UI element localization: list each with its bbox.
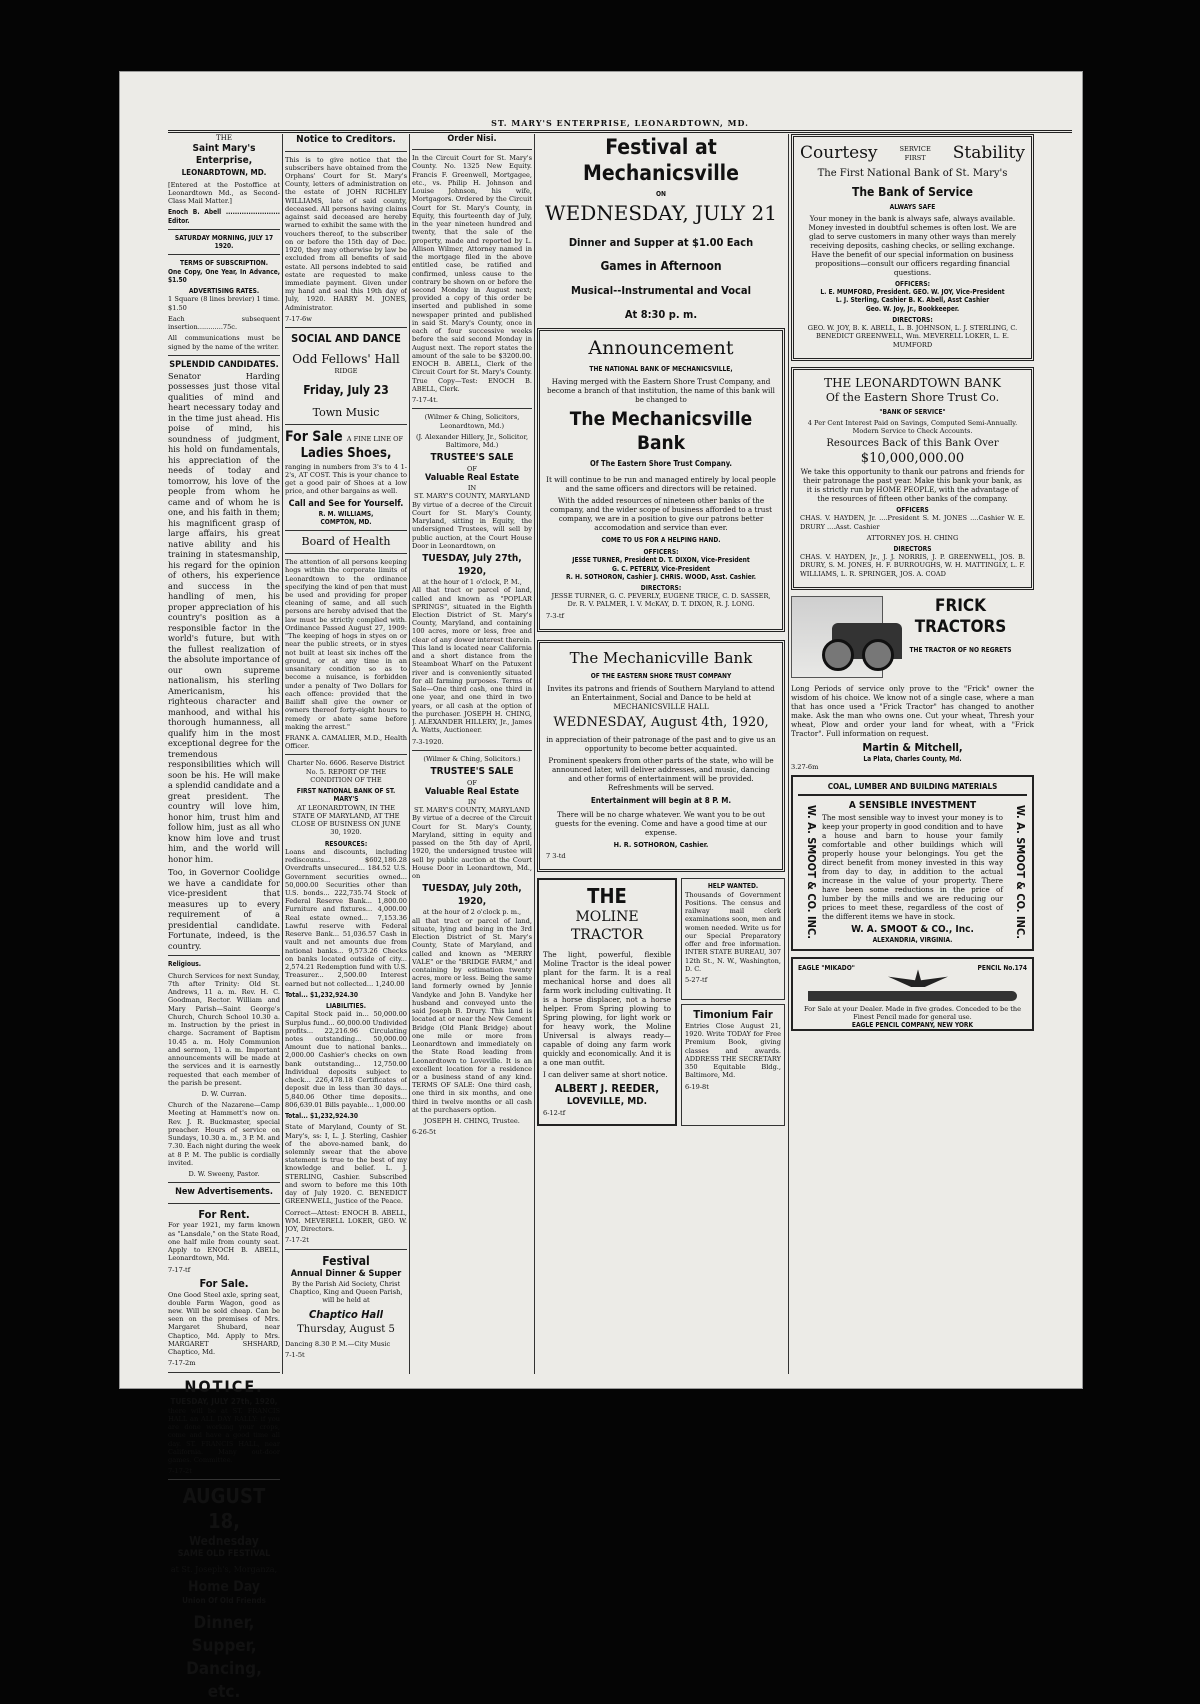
adv-rate-2: Each subsequent insertion............75c. xyxy=(168,314,280,332)
frick-text: Long Periods of service only prove to the "Frick" owner the wisdom of his choice. We know not of a single case, where a man that has once used a "Frick Tractor" has changed to another make. Ask the man who owns one. Cut your wheat, Thresh your wheat, Plow and order your land for wheat, with a "Frick Tractor". Full information on request. xyxy=(791,683,1034,738)
fnb-directors-list: GEO. W. JOY, B. K. ABELL, L. B. JOHNSON, L. J. STERLING, C. BENEDICT GREENWELL, Wm. MEVERELL LOKER, L. E. MUMFORD xyxy=(807,324,1018,349)
sensible-heading: A SENSIBLE INVESTMENT xyxy=(848,800,977,812)
trustee-sale-heading-1: TRUSTEE'S SALE xyxy=(430,452,514,464)
order-nisi-tag: 7-17-4t. xyxy=(412,396,438,405)
on-label: ON xyxy=(655,189,666,198)
frick-heading: FRICK TRACTORS xyxy=(914,595,1007,638)
column-4 xyxy=(537,134,785,1126)
new-ads-heading: New Advertisements. xyxy=(175,1187,273,1198)
loveville-label: LOVEVILLE, MD. xyxy=(566,1096,648,1108)
fnb-officers-1: L. E. MUMFORD, President. GEO. W. JOY, Vice-President xyxy=(820,288,1005,297)
leonardtown-directors: CHAS. V. HAYDEN, Jr., J. J. NORRIS, J. P. GREENWELL, JOS. B. DRURY, S. M. JONES, H. F. BURROUGHS, W. H. MATTINGLY, L. F. WILLIAMS, L. R. SPRINGER, JOS. A. COAD xyxy=(800,553,1025,578)
the-label: THE xyxy=(216,134,232,142)
sweeny-sign: D. W. Sweeny, Pastor. xyxy=(188,1170,260,1179)
trustee-sale-body-2: all that tract or parcel of land, situate, lying and being in the 3rd Election District of St. Mary's County, State of Maryland, and called and known as "MERRY VALE" or the "BRIDGE FARM," and containing by estimation twenty acres, more or less. Being the same land formerly owned by Jennie Vandyke and John B. Vandyke her husband and conveyed unto the said Joseph B. Drury. This land is located at or near the New Cement Bridge (Old Plank Bridge) about one mile or more from Leonardtown and immediately on the State Road leading from Leonardtown to Loveville. It is an excellent location for a residence or a business stand of any kind. TERMS OF SALE: One third cash, one third in six months, and one third in twelve months or all cash at the purchasers option. xyxy=(412,916,532,1114)
eagle-label: EAGLE "MIKADO" xyxy=(798,964,855,973)
martin-mitchell-label: Martin & Mitchell, xyxy=(862,740,963,754)
entered-notice: [Entered at the Postoffice at Leonardtown Md., as Second-Class Mail Matter.] xyxy=(168,180,280,206)
newspaper-page xyxy=(120,72,1082,1703)
tractor-illustration xyxy=(791,596,883,678)
festival-text: By the Parish Aid Society, Christ Chaptico, King and Queen Parish, will be held at xyxy=(289,1279,403,1305)
service-first-label: SERVICE FIRST xyxy=(899,145,931,162)
terms-text: One Copy, One Year, In Advance, $1.50 xyxy=(168,267,280,284)
of-label-2: OF xyxy=(467,778,477,787)
creditors-tag: 7-17-6w xyxy=(285,314,312,323)
announcement-text-3: With the added resources of nineteen other banks of the company, and the wider scope of business afforded to a trust company, we are in a position to give our patrons better accomodation and service than ever. xyxy=(550,495,772,532)
timonium-tag: 6-19-8t xyxy=(685,1082,709,1091)
leonardtown-modern: Modern Service to Check Accounts. xyxy=(852,427,973,436)
thursday-label: Thursday, August 5 xyxy=(297,1324,395,1336)
ching-sign: JOSEPH H. CHING, Trustee. xyxy=(424,1117,520,1126)
festival-dinner: Dinner and Supper at $1.00 Each xyxy=(568,235,754,249)
trustee-hour-2: at the hour of 2 o'clock p. m., xyxy=(422,908,522,917)
pencil-icon xyxy=(808,991,1017,1001)
wednesday-label: Wednesday xyxy=(189,1534,259,1549)
leonardtown-resources: Resources Back of this Bank Over xyxy=(826,438,999,450)
for-sale-shoes-heading: For Sale xyxy=(285,428,343,445)
trustee-date-2: TUESDAY, July 20th, 1920, xyxy=(422,883,522,907)
notice-heading: NOTICE. xyxy=(184,1376,264,1396)
pencil-company: EAGLE PENCIL COMPANY, NEW YORK xyxy=(851,1021,974,1030)
leonardtown-officers: CHAS. V. HAYDEN, Jr. ....President S. M. JONES ....Cashier W. E. DRURY ....Asst. Cashier xyxy=(800,514,1025,531)
announcement-box xyxy=(537,328,785,632)
trustee-tag-2: 6-26-5t xyxy=(412,1128,436,1137)
leonardtown-bank-heading: THE LEONARDTOWN BANK xyxy=(824,375,1001,390)
fnb-officers-3: Geo. W. Joy, Jr., Bookkeeper. xyxy=(865,304,960,313)
order-nisi-text: In the Circuit Court for St. Mary's County. No. 1325 New Equity. Francis F. Greenwell, Mortgagee, etc., vs. Philip H. Johnson and Louise Johnson, his wife, Mortgagors. Ordered by the Circuit Court for St. Mary's County, in Equity, this fourteenth day of July, in the year nineteen hundred and twenty, that the sale of the property, made and reported by L. Allison Wilmer, Attorney named in the mortgage filed in the above entitled case, be ratified and confirmed, unless cause to the contrary be shown on or before the second Monday in August next; provided a copy of this order be inserted and published in some newspaper printed and published in said St. Mary's County, once in each of four successive weeks before the said second Monday in August next. The report states the amount of the sale to be $3200.00. ENOCH B. ABELL, Clerk of the Circuit Court for St. Mary's County. True Copy—Test: ENOCH B. ABELL, Clerk. xyxy=(412,154,532,393)
mbank-begin: Entertainment will begin at 8 P. M. xyxy=(590,796,732,806)
mechanicsville-festival-heading: Festival at Mechanicsville xyxy=(583,135,739,186)
announcement-come: COME TO US FOR A HELPING HAND. xyxy=(601,535,721,544)
help-wanted-text: Thousands of Government Positions. The census and railway mail clerk examinations soon, men and women needed. Write us for our Special Preparatory offer and free information. INTER STATE BUREAU, 307 12th St., N. W., Washington, D. C. xyxy=(685,890,781,973)
leonardtown-directors-heading: DIRECTORS xyxy=(893,545,932,553)
festival-time: At 8:30 p. m. xyxy=(624,308,698,322)
mbank-tag: 7 3-td xyxy=(546,852,566,861)
festival-label: SAME OLD FESTIVAL xyxy=(177,1549,271,1560)
correct-attest: Correct—Attest: ENOCH B. ABELL, WM. MEVERELL LOKER, GEO. W. JOY, Directors. xyxy=(285,1208,407,1234)
friday-label: Friday, July 23 xyxy=(303,383,389,398)
mbank-text: Invites its patrons and friends of Southern Maryland to attend an Entertainment, Social and Dance to be held at MECHANICSVILLE HALL xyxy=(547,683,775,711)
liabilities-list: Capital Stock paid in... 50,000.00 Surplus fund... 60,000.00 Undivided profits... 22,216.96 Circulating notes outstanding... 50,000.00 Amount due to national banks... 2,000.00 Cashier's checks on own bank outstanding... 12,750.00 Individual deposits subject to check... 226,478.18 Certificates of deposit due in less than 30 days... 5,840.06 Other time deposits... 806,639.01 Bills payable... 1,000.00 xyxy=(285,1010,407,1109)
fine-line-label: A FINE LINE OF xyxy=(346,434,404,443)
festival-heading: Festival xyxy=(322,1253,370,1268)
trustee-date-1: TUESDAY, July 27th, 1920, xyxy=(422,553,522,577)
moline-demo: I can deliver same at short notice. xyxy=(543,1070,668,1080)
trustee-sale-heading-2: TRUSTEE'S SALE xyxy=(430,766,514,777)
paper-name: Saint Mary's Enterprise, xyxy=(192,142,256,167)
hillery-label: (J. Alexander Hillery, Jr., Solicitor, Baltimore, Md.) xyxy=(415,432,529,449)
laplata-label: La Plata, Charles County, Md. xyxy=(863,754,962,763)
trustee-sale-text-2: By virtue of a decree of the Circuit Court for St. Mary's County, Maryland, sitting in equity and passed on the 5th day of April, 1920, the undersigned trustee will sell by public auction at the Court House Door in Leonardtown, Md., on xyxy=(412,814,532,881)
nazarene-text: Church of the Nazarene—Camp Meeting at Hammett's now on. Rev. J. R. Buckmaster, special preacher. Hours of service on Sundays, 10.30 a. m., 3 P. M. and 7.30. Each night during the week at 8 P. M. The public is cordially invited. xyxy=(168,1101,280,1167)
bank-of-service-label: The Bank of Service xyxy=(851,184,973,199)
for-rent-text: For year 1921, my farm known as "Lansdale," on the State Road, one half mile from county seat. Apply to ENOCH B. ABELL, Leonardtown, Md. xyxy=(168,1221,280,1263)
for-sale-heading: For Sale. xyxy=(199,1276,249,1290)
leonardtown-officers-heading: OFFICERS xyxy=(896,506,929,515)
valuable-estate-1: Valuable Real Estate xyxy=(425,472,519,483)
rmw-label: R. M. WILLIAMS, xyxy=(318,509,374,518)
editor-line: Enoch B. Abell ........................ Editor. xyxy=(168,208,280,225)
fnb-officers-heading: OFFICERS: xyxy=(895,279,930,288)
fnb-officers-2: L. J. Sterling, Cashier B. K. Abell, Asst Cashier xyxy=(835,296,990,305)
leonardtown-amount: $10,000,000.00 xyxy=(860,450,965,466)
creditors-heading: Notice to Creditors. xyxy=(296,134,396,145)
fnb-heading: The First National Bank of St. Mary's xyxy=(817,168,1008,180)
coal-lumber-heading: COAL, LUMBER AND BUILDING MATERIALS xyxy=(798,782,1027,796)
moline-box xyxy=(537,878,677,1125)
help-wanted-heading: HELP WANTED. xyxy=(707,882,759,891)
stability-label: Stability xyxy=(952,143,1025,163)
frick-subheading: THE TRACTOR OF NO REGRETS xyxy=(909,646,1012,655)
directors-heading: DIRECTORS: xyxy=(640,584,682,593)
moline-heading: MOLINE TRACTOR xyxy=(570,909,644,943)
for-sale-tag: 7-17-2m xyxy=(168,1359,196,1368)
creditors-text: This is to give notice that the subscribers have obtained from the Orphans' Court for St. Mary's County, letters of administration on the estate of JOHN RICHLEY WILLIAMS, late of said county, deceased. All persons having claims against said deceased are hereby warned to exhibit the same with the vouchers thereof, to the subscriber on or before the 15th day of Dec. 1920, they may otherwise by law be excluded from all benefits of said estate. All persons indebted to said estate are requested to make immediate payment. Given under my hand and seal this 19th day of July, 1920. HARRY M. JONES, Administrator. xyxy=(285,155,407,312)
resources-total: Total... $1,232,924.30 xyxy=(285,990,358,999)
trustee-tag-1: 7-3-1920. xyxy=(412,737,444,746)
annual-dinner-label: Annual Dinner & Supper xyxy=(290,1268,402,1279)
timonium-box xyxy=(681,1004,785,1126)
smoot-company: W. A. SMOOT & CO., Inc. xyxy=(851,923,974,935)
in-label-2: IN xyxy=(467,797,477,806)
splendid-heading: SPLENDID CANDIDATES. xyxy=(169,359,279,370)
smoot-side-label-right: W. A. SMOOT & CO. INC. xyxy=(1014,805,1027,940)
leonardtown-interest: 4 Per Cent Interest Paid on Savings, Computed Semi-Annually. xyxy=(807,418,1018,427)
resources-list: Loans and discounts, including rediscounts... $602,186.28 Overdrafts unsecured... 184.52 U.S. Government securities owned... 50,000.00 Securities other than U.S. bonds... 222,735.74 Stock of Federal Reserve Bank... 1,800.00 Furniture and fixtures... 4,000.00 Real estate owned... 7,153.36 Lawful reserve with Federal Reserve Bank... 51,036.57 Cash in vault and net amounts due from national banks... 9,573.26 Checks on banks located outside of city... 2,574.21 Redemption fund with U.S. Treasurer... 2,500.00 Interest earned but not collected... 1,240.00 xyxy=(285,847,407,988)
liabilities-total: Total... $1,232,924.30 xyxy=(285,1112,358,1121)
attest-text: State of Maryland, County of St. Mary's, ss: I, L. J. Sterling, Cashier of the above-named bank, do solemnly swear that the above statement is true to the best of my knowledge and belief. L. J. STERLING, Cashier. Subscribed and sworn to before me this 10th day of July 1920. C. BENEDICT GREENWELL, Justice of the Peace. xyxy=(285,1123,407,1206)
mbank-text-4: There will be no charge whatever. We want you to be out guests for the evening. Come and have a good time at our expense. xyxy=(555,810,767,838)
for-rent-heading: For Rent. xyxy=(198,1207,250,1221)
courtesy-label: Courtesy xyxy=(800,143,878,163)
festival-date: WEDNESDAY, JULY 21 xyxy=(545,200,777,225)
county-label-2: ST. MARY'S COUNTY, MARYLAND xyxy=(414,806,530,815)
masthead: ST. MARY'S ENTERPRISE, LEONARDTOWN, MD. xyxy=(168,118,1072,133)
shoes-text: ranging in numbers from 3's to 4 1-2's, AT COST. This is your chance to get a good pair of Shoes at a low price, and other bargains as well. xyxy=(285,462,407,496)
leonardtown-bank-service: "BANK OF SERVICE" xyxy=(879,407,946,416)
notice-date: TUESDAY, JULY 27th, 1920, xyxy=(170,1396,278,1406)
trustee-hour-1: at the hour of 1 o'clock, P. M., xyxy=(422,578,522,587)
fnb-directors-heading: DIRECTORS: xyxy=(892,315,933,324)
alexandria-label: ALEXANDRIA, VIRGINIA. xyxy=(872,936,953,945)
directors-list: JESSE TURNER, G. C. PEVERLY, EUGENE TRICE, C. D. SASSER, Dr. R. V. PALMER, I. V. McKAY, D. T. DIXON, R. J. LONG. xyxy=(551,592,771,609)
shoes-heading: Ladies Shoes, xyxy=(300,446,392,462)
mbank-heading: The Mechanicville Bank xyxy=(569,648,753,667)
moline-text: The light, powerful, flexible Moline Tractor is the ideal power plant for the farm. It is a real mechanical horse and does all farm work including cultivating. It is a horse displacer, not a horse helper. From Spring plowing to Spring plowing, for light work or for heavy work, the Moline Universal is always ready—capable of doing any farm work quickly and economically. And it is a one man outfit. xyxy=(543,950,671,1068)
paper-place: LEONARDTOWN, MD. xyxy=(181,167,267,177)
mbank-text-3: Prominent speakers from other parts of the state, who will be announced later, will deliver addresses, and music, dancing and other forms of entertainment will be provided. Refreshments will be served. xyxy=(548,756,774,793)
chaptico-label: Chaptico Hall xyxy=(308,1307,384,1321)
reeder-label: ALBERT J. REEDER, xyxy=(554,1082,660,1096)
mbank-sign: H. R. SOTHORON, Cashier. xyxy=(613,840,709,850)
festival-musical: Musical--Instrumental and Vocal xyxy=(571,284,751,298)
announcement-of: Of The Eastern Shore Trust Company. xyxy=(590,459,732,469)
terms-heading: TERMS OF SUBSCRIPTION. xyxy=(180,259,268,268)
officers-heading: OFFICERS: xyxy=(643,548,679,557)
adv-note: All communications must be signed by the name of the writer. xyxy=(168,334,280,351)
call-see-label: Call and See for Yourself. xyxy=(288,498,404,509)
announcement-tag: 7-3-tf xyxy=(546,611,564,620)
in-label-1: IN xyxy=(467,484,477,493)
bank-location: AT LEONARDTOWN, IN THE STATE OF MARYLAND, AT THE CLOSE OF BUSINESS ON JUNE 30, 1920. xyxy=(291,803,401,837)
adv-rate-1: 1 Square (8 lines brevier) 1 time. $1.50 xyxy=(168,295,280,312)
for-sale-text: One Good Steel axle, spring seat, double Farm Wagon, good as new. Will be sold cheap. Can be seen on the premises of Mrs. Margaret Shubard, near Chaptico, Md. Apply to Mrs. MARGARET SHSHARD, Chaptico, Md. xyxy=(168,1290,280,1357)
curran-sign: D. W. Curran. xyxy=(201,1090,247,1098)
smoot-text: The most sensible way to invest your money is to keep your property in good condition and to have a house and barn to house your family comfortable and other buildings which will properly house your belongings. You get the direct benefit from money invested in this way from day to day, in addition to the actual increase in the value of your property. There have been some reductions in the price of lumber by the mills and we are reducing our prices to meet these, regardless of the cost of the different items we have in stock. xyxy=(822,812,1003,921)
festival-games: Games in Afternoon xyxy=(600,259,722,274)
board-text: The attention of all persons keeping hogs within the corporate limits of Leonardtown to the ordinance specifying the kind of pen that must be used and providing for proper cleaning of same, and all such persons are hereby advised that the law must be strictly complied with. Ordinance Passed August 27, 1909: "The keeping of hogs in styes on or near the public streets, or in styes not built at least six inches off the ground, or at any time in an unsanitary condition so as to become a nuisance, is forbidden under a penalty of Two Dollars for each offence: provided that the Bailiff shall give the owner or owners thereof forty-eight hours to remedy or abate same before making the arrest." xyxy=(285,558,407,731)
column-2 xyxy=(285,134,407,1362)
wilmer-label-2: (Wilmer & Ching, Solicitors.) xyxy=(423,754,521,763)
board-heading: Board of Health xyxy=(301,535,391,549)
splendid-body-2: Too, in Governor Coolidge we have a candidate for vice-president that measures up to every requirement of a presidential candidate. Fortunate, indeed, is the country. xyxy=(168,867,280,951)
august-heading: AUGUST 18, xyxy=(182,1484,266,1534)
column-5 xyxy=(791,134,1034,1037)
liabilities-heading: LIABILITIES. xyxy=(325,1002,367,1011)
joseph-label: at St. Joseph's, Morganza, xyxy=(170,1564,278,1574)
pencil-text: For Sale at your Dealer. Made in five grades. Conceded to be the Finest Pencil made for general use. xyxy=(803,1004,1022,1021)
smoot-ad xyxy=(791,775,1034,951)
announcement-text-2: It will continue to be run and managed entirely by local people and the same officers and directors will be retained. xyxy=(546,474,776,493)
of-label-1: OF xyxy=(467,464,477,473)
column-3 xyxy=(412,134,532,1140)
leonardtown-bank-of: Of the Eastern Shore Trust Co. xyxy=(825,390,1000,404)
mechanicville-bank-box xyxy=(537,640,785,872)
mbank-date: WEDNESDAY, August 4th, 1920, xyxy=(553,714,769,730)
first-national-box xyxy=(791,134,1034,361)
leonardtown-attorney: ATTORNEY JOS. H. CHING xyxy=(866,533,959,542)
issue-date: SATURDAY MORNING, JULY 17 1920. xyxy=(174,233,274,251)
leonardtown-text: We take this opportunity to thank our patrons and friends for their patronage the past year. Make this bank your bank, as it is strictly run by HOME PEOPLE, with the advantage of the resources of fifteen other banks of the company. xyxy=(800,467,1025,504)
mbank-text-2: in appreciation of their patronage of the past and to give us an opportunity to become better acquainted. xyxy=(546,735,776,754)
always-safe-label: ALWAYS SAFE xyxy=(889,202,936,211)
bank-report-heading: FIRST NATIONAL BANK OF ST. MARY'S xyxy=(296,787,396,804)
for-rent-tag: 7-17-tf xyxy=(168,1265,191,1274)
dinner-label: Dinner, Supper, Dancing, etc. xyxy=(186,1613,262,1703)
correct-tag: 7-17-2t xyxy=(285,1236,309,1245)
resources-heading: RESOURCES: xyxy=(324,839,368,848)
smoot-side-label-left: W. A. SMOOT & CO. INC. xyxy=(805,805,818,940)
notice-tag: 7-17-2t xyxy=(168,1467,192,1476)
announcement-bank: THE NATIONAL BANK OF MECHANICSVILLE, xyxy=(589,364,733,373)
order-nisi-heading: Order Nisi. xyxy=(447,134,497,144)
help-wanted-tag: 5-27-tf xyxy=(685,976,708,984)
moline-the: THE xyxy=(587,884,627,909)
wilmer-label: (Wilmer & Ching, Solicitors, Leonardtown, Md.) xyxy=(424,413,520,430)
religious-text: Church Services for next Sunday, 7th after Trinity: Old St. Andrews, 11 a. m. Rev. H. C. Goodman, Rector. William and Mary Parish—Saint George's Church, Church School 10.30 a. m. Instruction by the priest in charge. Sacrament of Baptism 10.45 a. m. Holy Communion and sermon, 11 a. m. Important announcements will be made at the services and it is earnestly requested that each member of the parish be present. xyxy=(168,971,280,1087)
officers-line-1: JESSE TURNER, President D. T. DIXON, Vice-President xyxy=(572,556,750,565)
dancing-label: Dancing 8.30 P. M.—City Music xyxy=(285,1339,391,1348)
adv-heading: ADVERTISING RATES. xyxy=(188,287,260,296)
frick-ad xyxy=(791,596,1034,771)
homeday-label: Home Day xyxy=(188,1578,260,1595)
column-1 xyxy=(168,134,280,1704)
announcement-heading: Announcement xyxy=(588,336,734,359)
social-heading: SOCIAL AND DANCE xyxy=(291,332,401,346)
mbank-of: OF THE EASTERN SHORE TRUST COMPANY xyxy=(590,671,732,680)
charter-label: Charter No. 6606. Reserve District No. 5. REPORT OF THE CONDITION OF THE xyxy=(287,759,405,784)
frick-tag: 3.27-6m xyxy=(791,762,819,771)
pencil-number: PENCIL No.174 xyxy=(977,964,1027,973)
timonium-text: Entries Close August 21, 1920. Write TODAY for Free Premium Book, giving classes and awards. ADDRESS THE SECRETARY 350 Equitable Bldg., Baltimore, Md. xyxy=(685,1021,781,1080)
county-label-1: ST. MARY'S COUNTY, MARYLAND xyxy=(414,492,530,501)
health-sign: FRANK A. CAMALIER, M.D., Health Officer. xyxy=(285,734,407,751)
fnb-text: Your money in the bank is always safe, always available. Money invested in doubtful schemes is often lost. We are glad to serve customers in many other ways than merely receiving deposits, cashing checks, or selling exchange. Have the benefit of our special information on business propositions—consult our officers regarding financial questions. xyxy=(808,213,1017,277)
timonium-heading: Timonium Fair xyxy=(693,1008,773,1022)
notice-text: there will be at ST. FRANCIS HALL an ALL DAY RALLY: if you are done working your crops, come and have a good time all day. ST. FRANCIS HALL, near California. Many out-door games. Committee. xyxy=(168,1406,280,1465)
oddfellows-label: Odd Fellows' Hall xyxy=(292,351,400,366)
trustee-sale-text-1: By virtue of a decree of the Circuit Court for St. Mary's County, Maryland, sitting in Equity, the undersigned Trustees, will sell by public auction, at the Court House Door in Leonardtown, on xyxy=(412,500,532,550)
splendid-body-1: Senator Harding possesses just those vital qualities of mind and heart necessary today and in the time just ahead. His poise of mind, his soundness of judgment, his hold on fundamentals, his appreciation of the needs of today and tomorrow, his love of the people from whom he came and of whom he is one, and his faith in them; his magnificent grasp of large affairs, his great native ability and his training in statesmanship, his regard for the opinion of others, his experience and success in the handling of men, his proper appreciation of his country's position as a responsible factor in the world's future, but with the fullest realization of the absolute importance of our own supreme nationalism, his sterling Americanism, his righteous character and manhood, and withal his thorough humanness, all qualify him in the most exceptional degree for the tremendous responsibilities which will soon be his. He will make a splendid candidate and a great president. The country will love him, honor him, trust him and follow him, just as all who know him love and trust him, and the world will honor him. xyxy=(168,370,280,864)
compton-label: COMPTON, MD. xyxy=(320,518,372,527)
union-label: Union Of Old Friends xyxy=(182,1596,266,1606)
valuable-estate-2: Valuable Real Estate xyxy=(425,786,519,797)
religious-heading: Religious. xyxy=(168,960,202,969)
announcement-text: Having merged with the Eastern Shore Trust Company, and become a branch of that institution, the name of this bank will be changed to xyxy=(547,376,775,404)
leonardtown-bank-box xyxy=(791,367,1034,590)
music-label: Town Music xyxy=(312,406,380,420)
ridge-label: RIDGE xyxy=(334,366,358,375)
officers-line-2: G. C. PETERLY, Vice-President xyxy=(612,564,710,573)
officers-line-3: R. H. SOTHORON, Cashier J. CHRIS. WOOD, Asst. Cashier. xyxy=(565,572,756,581)
announcement-bank-name: The Mechanicsville Bank xyxy=(569,407,753,454)
trustee-sale-body-1: All that tract or parcel of land, called and known as "POPLAR SPRINGS", situated in the Eighth Election District of St. Mary's County, Maryland, and containing 100 acres, more or less, free and clear of any dower interest therein. This land is located near California and a short distance from the Steamboat Wharf on the Patuxent river and is conveniently situated for all farming purposes. Terms of Sale—One third cash, one third in one year, and one third in two years, or all cash at the option of the purchaser. JOSEPH H. CHING, J. ALEXANDER HILLERY, Jr., James A. Watts, Auctioneer. xyxy=(412,586,532,735)
moline-tag: 6-12-tf xyxy=(543,1108,566,1117)
help-wanted-box xyxy=(681,878,785,1000)
festival-tag: 7-1-5t xyxy=(285,1351,305,1360)
eagle-pencil-ad xyxy=(791,957,1034,1031)
